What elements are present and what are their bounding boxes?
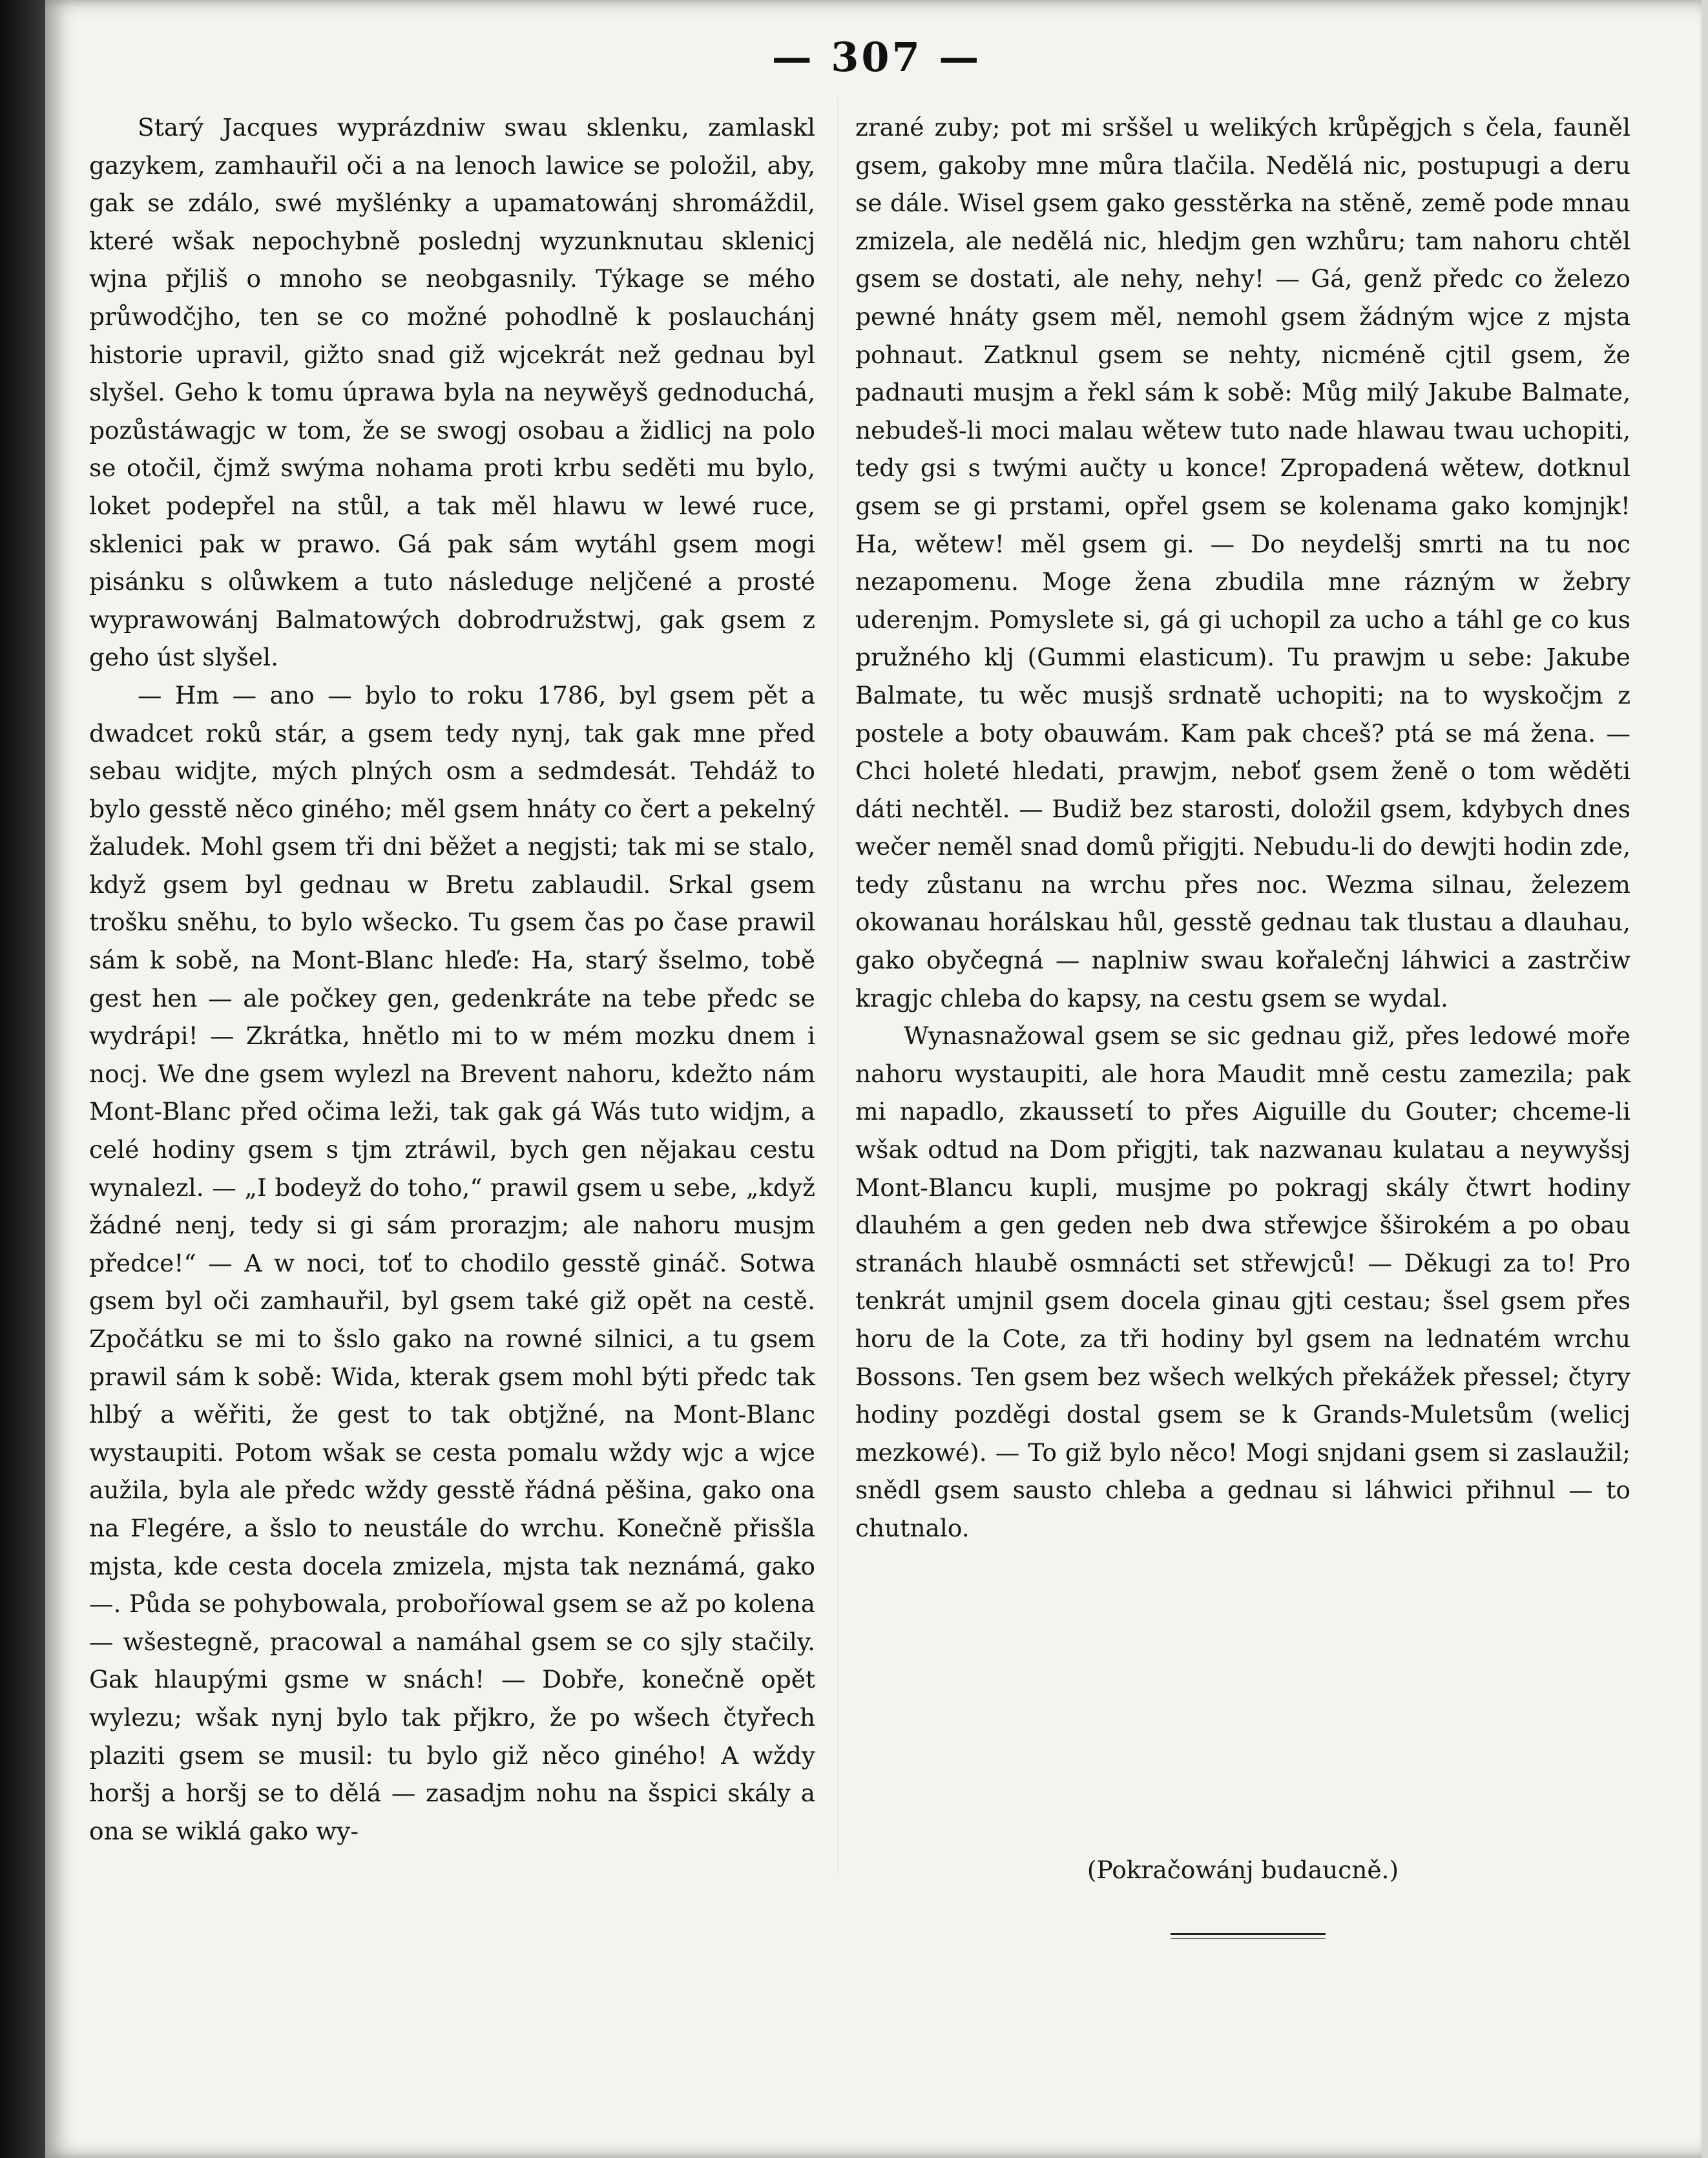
page-number: — 307 — [771, 34, 982, 81]
paragraph: Starý Jacques wyprázdniw swau sklenku, zamlaskl gazykem, zamhauřil oči a na lenoch lawice se položil, aby, gak se zdálo, swé myšlénky a upamatowánj shromáždil, které wšak nepochybně poslednj wyzunknutau sklenicj wjna přjliš o mnoho se neobgasnily. Týkage se mého průwodčjho, ten se co možné pohodlně k poslauchánj historie upravil, gižto snad giž wjcekrát než gednau byl slyšel. Geho k tomu úprawa byla na neywěyš gednoduchá, pozůstáwagjc w tom, že se swogj osobau a židlicj na polo se otočil, čjmž swýma nohama proti krbu seděti mu bylo, loket podepřel na stůl, a tak měl hlawu w lewé ruce, sklenici pak w prawo. Gá pak sám wytáhl gsem mogi pisánku s olůwkem a tuto následuge neljčené a prosté wyprawowánj Balmatowých dobrodružstwj, gak gsem z geho úst slyšel. [89, 113, 815, 672]
paragraph: zrané zuby; pot mi srššel u welikých krůpěgjch s čela, fauněl gsem, gakoby mne můra tlačila. Nedělá nic, postupugi a deru se dále. Wisel gsem gako gesstěrka na stěně, země pode mnau zmizela, ale nedělá nic, hledjm gen wzhůru; tam nahoru chtěl gsem se dostati, ale nehy, nehy! — Gá, genž předc co železo pewné hnáty gsem měl, nemohl gsem žádným wjce z mjsta pohnaut. Zatknul gsem se nehty, nicméně cjtil gsem, že padnauti musjm a řekl sám k sobě: Můg milý Jakube Balmate, nebudeš-li moci malau wětew tuto nade hlawau twau uchopiti, tedy gsi s twými aučty u konce! Zpropadená wětew, dotknul gsem se gi prstami, opřel gsem se kolenama gako komjnjk! Ha, wětew! měl gsem gi. — Do neydelšj smrti na tu noc nezapomenu. Moge žena zbudila mne rázným w žebry uderenjm. Pomyslete si, gá gi uchopil za ucho a táhl ge co kus pružného klj (Gummi elasticum). Tu prawjm u sebe: Jakube Balmate, tu wěc musjš srdnatě uchopiti; na to wyskočjm z postele a boty obauwám. Kam pak chceš? ptá se má žena. — Chci holeté hledati, prawjm, neboť gsem ženě o tom wěděti dáti nechtěl. — Budiž bez starosti, doložil gsem, kdybych dnes wečer neměl snad domů přigjti. Nebudu-li do dewjti hodin zde, tedy zůstanu na wrchu přes noc. Wezma silnau, železem okowanau horálskau hůl, gesstě gednau tak tlustau a dlauhau, gako obyčegná — naplniw swau kořalečnj láhwici a zastrčiw kragjc chleba do kapsy, na cestu gsem se wydal. [855, 113, 1630, 1012]
column-gutter [837, 97, 838, 1874]
end-rule-thin [1171, 1938, 1326, 1939]
scan-binding-shadow [0, 0, 45, 2158]
page-edge [1702, 0, 1708, 2158]
paragraph: — Hm — ano — bylo to roku 1786, byl gsem pět a dwadcet roků stár, a gsem tedy nynj, tak gak mne před sebau widjte, mých plných osm a sedmdesát. Tehdáž to bylo gesstě něco giného; měl gsem hnáty co čert a pekelný žaludek. Mohl gsem tři dni běžet a negjsti; tak mi se stalo, když gsem byl gednau w Bretu zablaudil. Srkal gsem trošku sněhu, to bylo wšecko. Tu gsem čas po čase prawil sám k sobě, na Mont-Blanc hleďe: Ha, starý šselmo, tobě gest hen — ale počkey gen, gedenkráte na tebe předc se wydrápi! — Zkrátka, hnětlo mi to w mém mozku dnem i nocj. We dne gsem wylezl na Brevent nahoru, kdežto nám Mont-Blanc před očima leži, tak gak gá Wás tuto widjm, a celé hodiny gsem s tjm ztráwil, bych gen nějakau cestu wynalezl. — „I bodeyž do toho,“ prawil gsem u sebe, „když žádné nenj, tedy si gi sám prorazjm; ale nahoru musjm předce!“ — A w noci, toť to chodilo gesstě gináč. Sotwa gsem byl oči zamhauřil, byl gsem také giž opět na cestě. Zpočátku se mi to šslo gako na rowné silnici, a tu gsem prawil sám k sobě: Wida, kterak gsem mohl býti předc tak hlbý a wěřiti, že gest to tak obtjžné, na Mont-Blanc wystaupiti. Potom wšak se cesta pomalu wždy wjc a wjce aužila, byla ale předc wždy gesstě řádná pěšina, gako ona na Flegére, a šslo to neustále do wrchu. Konečně přisšla mjsta, kde cesta docela zmizela, mjsta tak neznámá, gako —. Půda se pohybowala, proboříowal gsem se až po kolena — wšestegně, pracowal a namáhal gsem se co sjly stačily. Gak hlaupými gsme w snách! — Dobře, konečně opět wylezu; wšak nynj bylo tak přjkro, že po wšech čtyřech plaziti gsem se musil: tu bylo giž něco giného! A wždy horšj a horšj se to dělá — zasadjm nohu na šspici skály a ona se wiklá gako wy- [89, 680, 815, 1845]
continuation-note: (Pokračowánj budaucně.) [1087, 1856, 1399, 1884]
right-column [855, 109, 1630, 1547]
newspaper-page [45, 0, 1708, 2158]
end-rule [1171, 1933, 1326, 1935]
paragraph: Wynasnažowal gsem se sic gednau giž, přes ledowé moře nahoru wystaupiti, ale hora Maudit mně cestu zamezila; pak mi napadlo, zkaussetí to přes Aiguille du Gouter; chceme-li wšak odtud na Dom přigjti, tak nazwanau kulatau a neywyšsj Mont-Blancu kupli, musjme po pokragj skály čtwrt hodiny dlauhém a gen geden neb dwa střewjce šširokém a po obau stranách hlaubě osmnácti set střewjců! — Děkugi za to! Pro tenkrát umjnil gsem docela ginau gjti cestau; šsel gsem přes horu de la Cote, za tři hodiny byl gsem na lednatém wrchu Bossons. Ten gsem bez wšech welkých překážek přessel; čtyry hodiny pozděgi dostal gsem se k Grands-Muletsům (welicj mezkowé). — To giž bylo něco! Mogi snjdani gsem si zaslaužil; snědl gsem sausto chleba a gednau si láhwici přihnul — to chutnalo. [855, 1021, 1630, 1542]
left-column [89, 109, 815, 1850]
